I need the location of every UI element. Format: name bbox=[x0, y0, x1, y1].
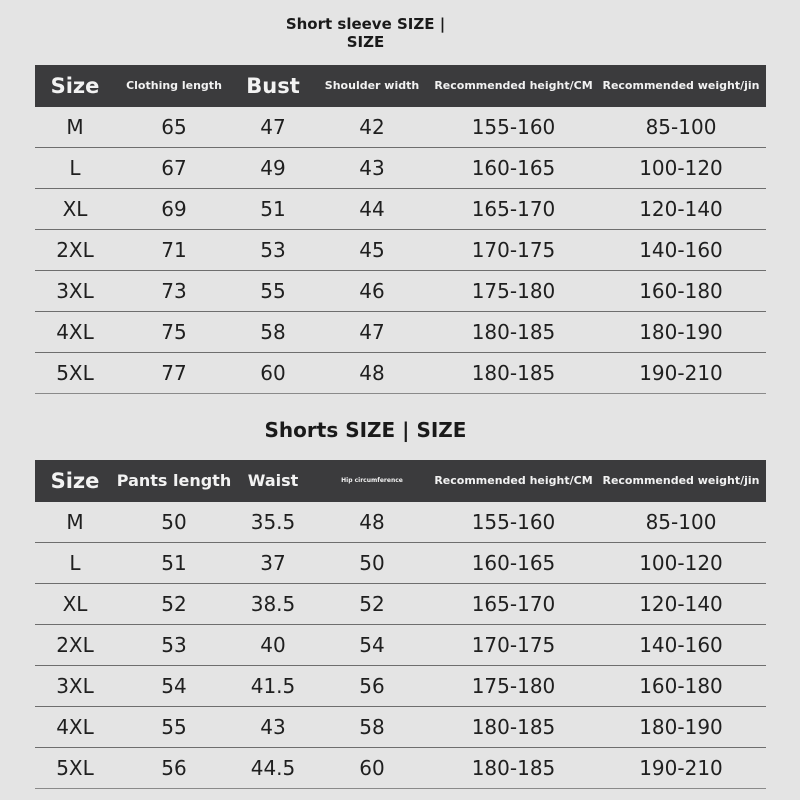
table-header-row bbox=[35, 460, 766, 502]
height-cell: 155-160 bbox=[431, 107, 596, 148]
table-row bbox=[35, 230, 766, 271]
table-row bbox=[35, 271, 766, 312]
length-cell: 56 bbox=[115, 748, 233, 789]
weight-cell: 180-190 bbox=[596, 312, 766, 353]
measure-cell: 51 bbox=[233, 189, 313, 230]
short-sleeve-size-table bbox=[35, 65, 766, 394]
height-cell: 170-175 bbox=[431, 230, 596, 271]
height-cell: 180-185 bbox=[431, 748, 596, 789]
length-cell: 55 bbox=[115, 707, 233, 748]
header-recommended-height: Recommended height/CM bbox=[434, 474, 593, 487]
measure2-cell: 54 bbox=[313, 625, 431, 666]
shorts-title: Shorts SIZE | SIZE bbox=[264, 418, 467, 442]
measure2-cell: 44 bbox=[313, 189, 431, 230]
short-sleeve-title-line1: Short sleeve SIZE | bbox=[285, 15, 446, 33]
size-cell: 2XL bbox=[35, 625, 115, 666]
measure2-cell: 45 bbox=[313, 230, 431, 271]
measure2-cell: 47 bbox=[313, 312, 431, 353]
length-cell: 50 bbox=[115, 502, 233, 543]
table-row bbox=[35, 189, 766, 230]
measure-cell: 35.5 bbox=[233, 502, 313, 543]
size-cell: XL bbox=[35, 584, 115, 625]
size-cell: XL bbox=[35, 189, 115, 230]
measure2-cell: 56 bbox=[313, 666, 431, 707]
weight-cell: 180-190 bbox=[596, 707, 766, 748]
height-cell: 180-185 bbox=[431, 353, 596, 394]
shorts-table-body bbox=[35, 502, 766, 789]
height-cell: 180-185 bbox=[431, 312, 596, 353]
size-cell: 5XL bbox=[35, 748, 115, 789]
measure2-cell: 42 bbox=[313, 107, 431, 148]
weight-cell: 100-120 bbox=[596, 148, 766, 189]
weight-cell: 190-210 bbox=[596, 353, 766, 394]
header-bust: Bust bbox=[246, 74, 300, 98]
short-sleeve-title bbox=[0, 15, 731, 51]
height-cell: 175-180 bbox=[431, 271, 596, 312]
size-cell: 4XL bbox=[35, 312, 115, 353]
measure2-cell: 60 bbox=[313, 748, 431, 789]
length-cell: 65 bbox=[115, 107, 233, 148]
length-cell: 53 bbox=[115, 625, 233, 666]
height-cell: 180-185 bbox=[431, 707, 596, 748]
measure-cell: 53 bbox=[233, 230, 313, 271]
weight-cell: 120-140 bbox=[596, 189, 766, 230]
measure2-cell: 48 bbox=[313, 353, 431, 394]
table-row bbox=[35, 502, 766, 543]
weight-cell: 190-210 bbox=[596, 748, 766, 789]
measure-cell: 60 bbox=[233, 353, 313, 394]
length-cell: 71 bbox=[115, 230, 233, 271]
table-row bbox=[35, 107, 766, 148]
weight-cell: 140-160 bbox=[596, 230, 766, 271]
length-cell: 52 bbox=[115, 584, 233, 625]
header-recommended-height: Recommended height/CM bbox=[434, 79, 593, 92]
measure-cell: 38.5 bbox=[233, 584, 313, 625]
length-cell: 54 bbox=[115, 666, 233, 707]
short-sleeve-title-line2: SIZE bbox=[346, 33, 385, 51]
measure2-cell: 50 bbox=[313, 543, 431, 584]
weight-cell: 85-100 bbox=[596, 502, 766, 543]
height-cell: 170-175 bbox=[431, 625, 596, 666]
measure-cell: 49 bbox=[233, 148, 313, 189]
table-row bbox=[35, 148, 766, 189]
height-cell: 155-160 bbox=[431, 502, 596, 543]
measure2-cell: 46 bbox=[313, 271, 431, 312]
header-pants-length: Pants length bbox=[116, 471, 232, 490]
length-cell: 75 bbox=[115, 312, 233, 353]
length-cell: 67 bbox=[115, 148, 233, 189]
measure2-cell: 52 bbox=[313, 584, 431, 625]
table-header-row bbox=[35, 65, 766, 107]
header-recommended-weight: Recommended weight/jin bbox=[602, 474, 760, 487]
measure-cell: 41.5 bbox=[233, 666, 313, 707]
table-row bbox=[35, 748, 766, 789]
header-size: Size bbox=[50, 74, 100, 98]
size-cell: M bbox=[35, 107, 115, 148]
table-row bbox=[35, 543, 766, 584]
height-cell: 165-170 bbox=[431, 584, 596, 625]
shorts-size-table bbox=[35, 460, 766, 789]
measure-cell: 43 bbox=[233, 707, 313, 748]
weight-cell: 160-180 bbox=[596, 666, 766, 707]
table-row bbox=[35, 707, 766, 748]
measure-cell: 58 bbox=[233, 312, 313, 353]
measure-cell: 47 bbox=[233, 107, 313, 148]
size-cell: 4XL bbox=[35, 707, 115, 748]
weight-cell: 85-100 bbox=[596, 107, 766, 148]
short-sleeve-table-body bbox=[35, 107, 766, 394]
height-cell: 165-170 bbox=[431, 189, 596, 230]
size-cell: 2XL bbox=[35, 230, 115, 271]
measure-cell: 40 bbox=[233, 625, 313, 666]
header-size: Size bbox=[50, 469, 100, 493]
header-recommended-weight: Recommended weight/jin bbox=[602, 79, 760, 92]
table-row bbox=[35, 584, 766, 625]
measure-cell: 44.5 bbox=[233, 748, 313, 789]
length-cell: 73 bbox=[115, 271, 233, 312]
length-cell: 69 bbox=[115, 189, 233, 230]
header-clothing-length: Clothing length bbox=[126, 79, 222, 92]
weight-cell: 100-120 bbox=[596, 543, 766, 584]
measure2-cell: 43 bbox=[313, 148, 431, 189]
height-cell: 160-165 bbox=[431, 148, 596, 189]
weight-cell: 140-160 bbox=[596, 625, 766, 666]
table-row bbox=[35, 666, 766, 707]
header-hip-circumference: Hip circumference bbox=[341, 477, 403, 484]
size-cell: L bbox=[35, 543, 115, 584]
measure-cell: 55 bbox=[233, 271, 313, 312]
weight-cell: 160-180 bbox=[596, 271, 766, 312]
size-cell: 5XL bbox=[35, 353, 115, 394]
size-cell: 3XL bbox=[35, 271, 115, 312]
table-row bbox=[35, 353, 766, 394]
weight-cell: 120-140 bbox=[596, 584, 766, 625]
length-cell: 77 bbox=[115, 353, 233, 394]
size-cell: L bbox=[35, 148, 115, 189]
measure-cell: 37 bbox=[233, 543, 313, 584]
measure2-cell: 48 bbox=[313, 502, 431, 543]
header-shoulder-width: Shoulder width bbox=[324, 79, 420, 92]
table-row bbox=[35, 625, 766, 666]
height-cell: 175-180 bbox=[431, 666, 596, 707]
size-cell: M bbox=[35, 502, 115, 543]
length-cell: 51 bbox=[115, 543, 233, 584]
size-cell: 3XL bbox=[35, 666, 115, 707]
measure2-cell: 58 bbox=[313, 707, 431, 748]
height-cell: 160-165 bbox=[431, 543, 596, 584]
header-waist: Waist bbox=[247, 471, 299, 490]
table-row bbox=[35, 312, 766, 353]
